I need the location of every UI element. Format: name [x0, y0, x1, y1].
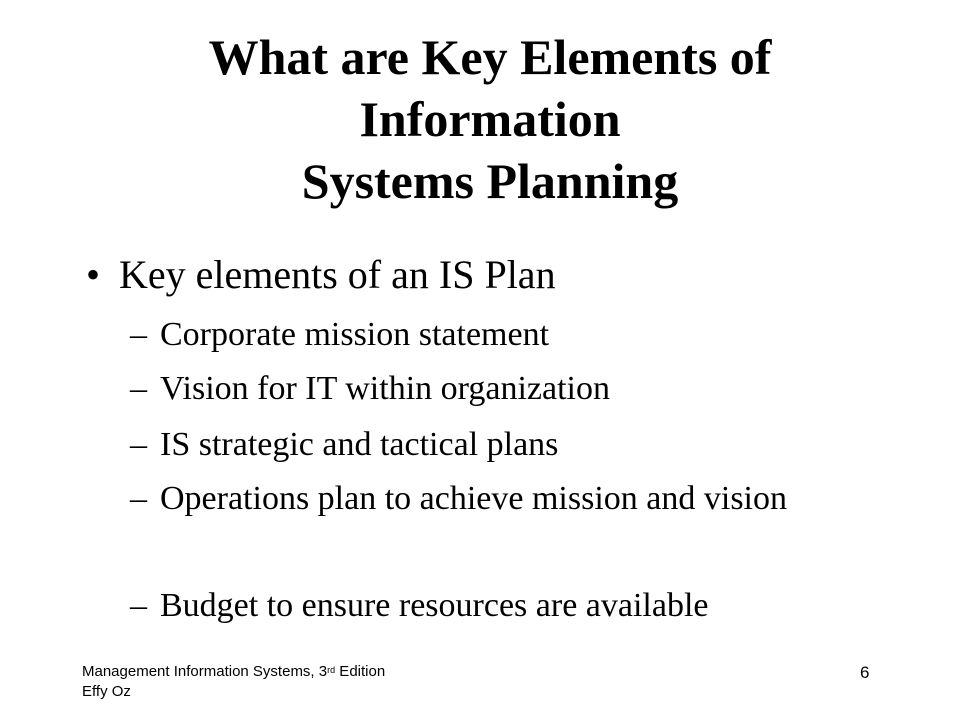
dash-marker: –	[130, 587, 147, 624]
title-line-1: What are Key Elements of	[208, 29, 772, 85]
footer-line-1	[82, 662, 385, 682]
page-number: 6	[860, 663, 870, 682]
title-line-3: Systems Planning	[301, 153, 679, 209]
footer-edition: Edition	[335, 663, 386, 680]
main-bullet	[86, 245, 556, 305]
sub-bullet-item	[130, 426, 860, 463]
footer-ordinal: rd	[327, 665, 336, 675]
title-line-2: Information	[359, 91, 621, 147]
sub-bullet-item	[130, 480, 850, 517]
sub-bullet-item	[130, 316, 860, 353]
bullet-marker: •	[86, 252, 101, 297]
main-bullet-text: Key elements of an IS Plan	[119, 252, 556, 297]
sub-bullet-item	[130, 587, 860, 624]
sub-bullet-text: Vision for IT within organization	[160, 370, 610, 407]
dash-marker: –	[130, 316, 147, 353]
sub-bullet-text: Budget to ensure resources are available	[160, 587, 709, 624]
dash-marker: –	[130, 370, 147, 407]
sub-bullet-text: Operations plan to achieve mission and vision	[160, 480, 787, 517]
footer-author: Effy Oz	[82, 683, 131, 700]
sub-bullet-text: Corporate mission statement	[160, 316, 550, 353]
slide-footer	[82, 662, 385, 702]
dash-marker: –	[130, 480, 147, 517]
sub-bullet-item	[130, 370, 860, 407]
footer-book-title: Management Information Systems, 3	[82, 663, 328, 680]
dash-marker: –	[130, 426, 147, 463]
sub-bullet-text: IS strategic and tactical plans	[160, 426, 559, 463]
